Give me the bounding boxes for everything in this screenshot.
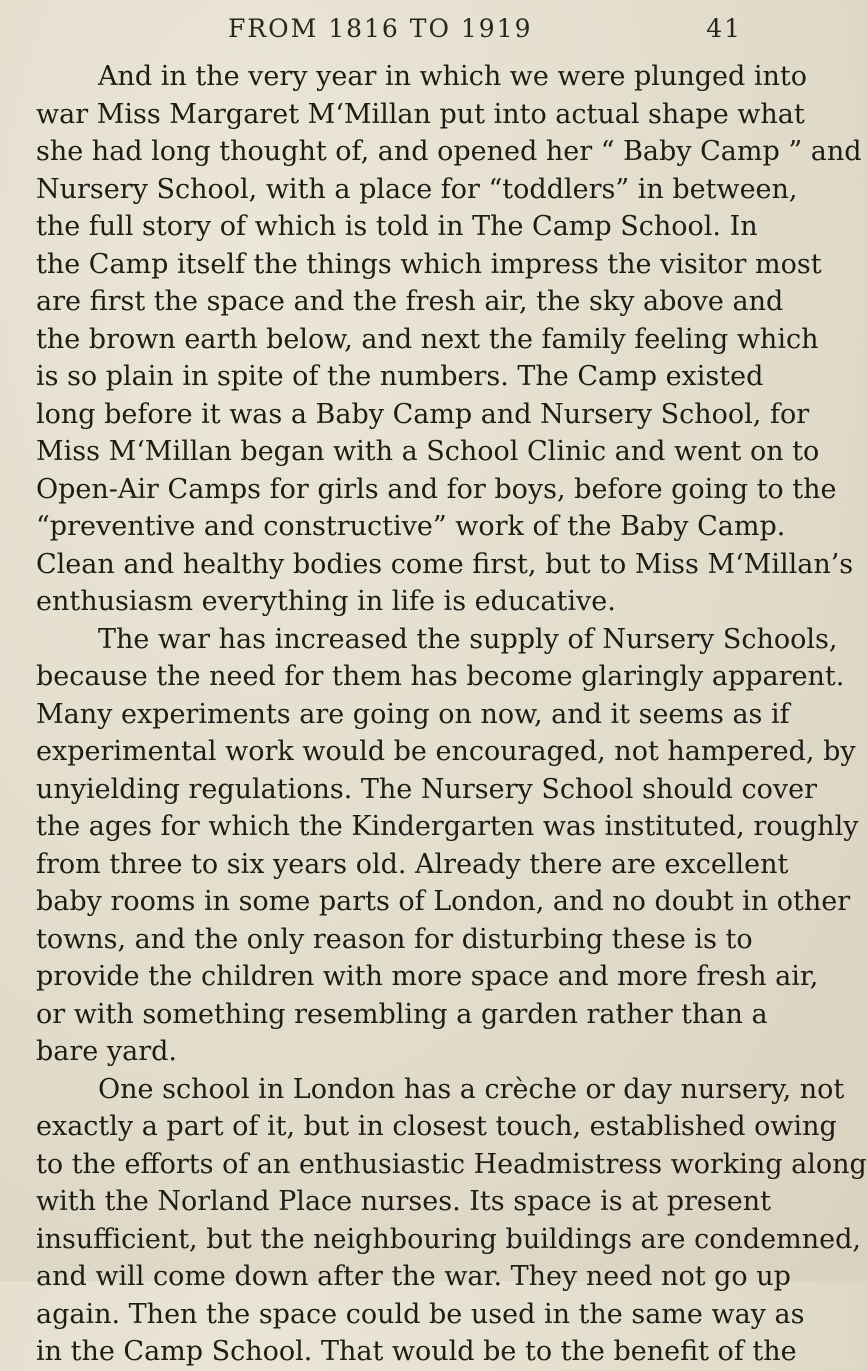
text-line: again. Then the space could be used in the same way as: [36, 1298, 805, 1330]
text-line: insufficient, but the neighbouring buildings are condemned,: [36, 1223, 861, 1255]
text-line: the brown earth below, and next the family feeling which: [36, 323, 819, 355]
text-line: or with something resembling a garden rather than a: [36, 998, 768, 1030]
text-line: is so plain in spite of the numbers. The Camp existed: [36, 361, 764, 392]
text-line: exactly a part of it, but in closest touch, established owing: [36, 1111, 837, 1142]
text-line: provide the children with more space and more fresh air,: [36, 961, 819, 992]
text-line: One school in London has a crèche or day nursery, not: [98, 1073, 845, 1105]
text-line: bare yard.: [36, 1036, 177, 1067]
text-line: Many experiments are going on now, and it seems as if: [36, 698, 790, 730]
text-line: are first the space and the fresh air, the sky above and: [36, 286, 784, 317]
text-line: experimental work would be encouraged, not hampered, by: [36, 736, 856, 767]
running-title: FROM 1816 TO 1919: [228, 14, 533, 43]
text-line: in the Camp School. That would be to the benefit of the: [36, 1336, 797, 1367]
page-number: 41: [706, 14, 742, 43]
text-line: Clean and healthy bodies come first, but to Miss M‘Millan’s: [36, 548, 854, 580]
text-line: towns, and the only reason for disturbing these is to: [36, 923, 753, 955]
text-line: Nursery School, with a place for “toddlers” in between,: [36, 173, 798, 205]
book-page: [36, 0, 867, 1367]
text-line: the full story of which is told in The Camp School. In: [36, 211, 758, 242]
text-line: Open-Air Camps for girls and for boys, before going to the: [36, 473, 837, 505]
text-line: The war has increased the supply of Nursery Schools,: [98, 623, 838, 655]
text-line: and will come down after the war. They need not go up: [36, 1261, 791, 1292]
text-line: “preventive and constructive” work of the Baby Camp.: [36, 511, 786, 542]
running-head: [36, 14, 742, 50]
text-line: baby rooms in some parts of London, and no doubt in other: [36, 886, 851, 917]
text-line: enthusiasm everything in life is educative.: [36, 586, 616, 617]
text-line: the ages for which the Kindergarten was instituted, roughly: [36, 811, 859, 842]
text-line: the Camp itself the things which impress the visitor most: [36, 248, 822, 280]
text-line: she had long thought of, and opened her “ Baby Camp ” and: [36, 136, 862, 167]
text-line: because the need for them has become glaringly apparent.: [36, 661, 845, 692]
text-line: to the efforts of an enthusiastic Headmistress working along: [36, 1148, 867, 1180]
text-line: from three to six years old. Already there are excellent: [36, 848, 789, 880]
text-line: long before it was a Baby Camp and Nursery School, for: [36, 398, 810, 430]
text-line: war Miss Margaret M‘Millan put into actual shape what: [36, 98, 805, 130]
text-line: Miss M‘Millan began with a School Clinic and went on to: [36, 436, 820, 467]
text-line: And in the very year in which we were plunged into: [98, 61, 807, 92]
text-line: with the Norland Place nurses. Its space is at present: [36, 1186, 771, 1217]
text-line: unyielding regulations. The Nursery School should cover: [36, 773, 817, 805]
body-text: [36, 58, 867, 1371]
